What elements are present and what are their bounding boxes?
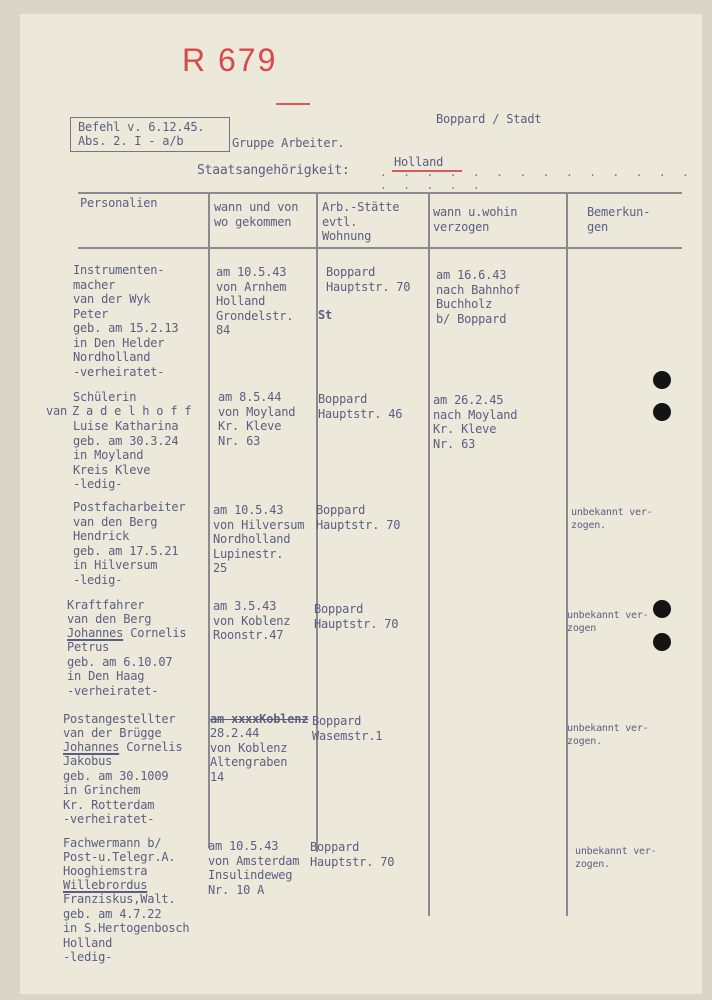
col-header-remarks: Bemerkun- gen — [587, 205, 651, 234]
red-underline — [276, 103, 310, 105]
row4-person-rest: Petrus geb. am 6.10.07 in Den Haag -verheiratet- — [67, 640, 173, 698]
row5-person-rest: Jakobus geb. am 30.1009 in Grinchem Kr. Rotterdam -verheiratet- — [63, 754, 169, 826]
row5-person-line3-rest: Cornelis — [119, 740, 183, 754]
col-header-arrived: wann und von wo gekommen — [214, 200, 299, 229]
row5-person-line2: van der Brügge — [63, 726, 162, 740]
row2-prefix: van — [46, 404, 68, 418]
col-header-moved: wann u.wohin verzogen — [433, 205, 518, 234]
column-divider-3 — [428, 192, 430, 916]
row5-person-underlined: Johannes — [63, 740, 120, 754]
row1-arrived: am 10.5.43 von Arnhem Holland Grondelstr. 84 — [216, 265, 294, 337]
row6-person-line2: Post-u.Telegr.A. — [63, 850, 176, 864]
handwritten-reference: R 679 — [182, 42, 278, 78]
col-header-personalien: Personalien — [80, 196, 158, 210]
row6-person-rest: Franziskus,Walt. geb. am 4.7.22 in S.Hertogenbosch Holland -ledig- — [63, 892, 190, 964]
row6-person-line3: Hooghiemstra — [63, 864, 148, 878]
punch-hole — [653, 600, 671, 618]
punch-hole — [653, 371, 671, 389]
row1-moved: am 16.6.43 nach Bahnhof Buchholz b/ Boppard — [436, 268, 521, 326]
row6-work: Boppard Hauptstr. 70 — [310, 840, 395, 869]
location: Boppard / Stadt — [436, 112, 542, 126]
row2-surname: Z a d e l h o f f — [72, 404, 192, 418]
row4-work: Boppard Hauptstr. 70 — [314, 602, 399, 631]
row5-person-line1: Postangestellter — [63, 712, 176, 726]
row6-person-line1: Fachwermann b/ — [63, 836, 162, 850]
dotted-fill: . . . . . . . . . . . . . . . . . . . — [380, 166, 694, 192]
row4-remarks: unbekannt ver- zogen — [567, 610, 649, 634]
col-header-work: Arb.-Stätte evtl. Wohnung — [322, 200, 400, 243]
row4-arrived: am 3.5.43 von Koblenz Roonstr.47 — [213, 599, 291, 642]
row2-moved: am 26.2.45 nach Moyland Kr. Kleve Nr. 63 — [433, 393, 518, 451]
row6-person-underlined: Willebrordus — [63, 878, 148, 892]
row2-person: Schülerin Luise Katharina geb. am 30.3.24 in Moyland Kreis Kleve -ledig- — [73, 390, 179, 491]
nationality-value: Holland — [394, 155, 444, 169]
table-top-rule — [78, 192, 682, 194]
row5-remarks: unbekannt ver- zogen. — [567, 723, 649, 747]
row2-arrived: am 8.5.44 von Moyland Kr. Kleve Nr. 63 — [218, 390, 296, 448]
row5-work: Boppard Wasemstr.1 — [312, 714, 383, 743]
row3-work: Boppard Hauptstr. 70 — [316, 503, 401, 532]
row5-arrived-struck: am xxxxKoblenz — [210, 712, 309, 726]
order-line-1: Befehl v. 6.12.45. — [78, 120, 205, 134]
row5-arrived: 28.2.44 von Koblenz Altengraben 14 — [210, 726, 288, 784]
row4-person-line3 — [67, 626, 186, 641]
row3-arrived: am 10.5.43 von Hilversum Nordholland Lupinestr. 25 — [213, 503, 305, 575]
group-label: Gruppe Arbeiter. — [232, 136, 345, 150]
punch-hole — [653, 403, 671, 421]
punch-hole — [653, 633, 671, 651]
row1-work: Boppard Hauptstr. 70 — [326, 265, 411, 294]
row4-person-underlined: Johannes — [67, 626, 124, 640]
row6-remarks: unbekannt ver- zogen. — [575, 846, 657, 870]
row6-arrived: am 10.5.43 von Amsterdam Insulindeweg Nr. 10 A — [208, 839, 300, 897]
row6-person-line4 — [63, 878, 147, 893]
order-line-2: Abs. 2. I - a/b — [78, 134, 184, 148]
row4-person-line1: Kraftfahrer — [67, 598, 145, 612]
row3-person: Postfacharbeiter van den Berg Hendrick geb. am 17.5.21 in Hilversum -ledig- — [73, 500, 186, 587]
row3-remarks: unbekannt ver- zogen. — [571, 507, 653, 531]
row2-work: Boppard Hauptstr. 46 — [318, 392, 403, 421]
row1-work-extra: St — [318, 308, 333, 322]
column-divider-4 — [566, 192, 568, 916]
row4-person-line3-rest: Cornelis — [123, 626, 187, 640]
row4-person-line2: van den Berg — [67, 612, 152, 626]
table-header-rule — [78, 247, 682, 249]
nationality-label: Staatsangehörigkeit: — [197, 163, 350, 178]
row1-person: Instrumenten- macher van der Wyk Peter geb. am 15.2.13 in Den Helder Nordholland -verheiratet- — [73, 263, 179, 379]
row5-person-line3 — [63, 740, 182, 755]
